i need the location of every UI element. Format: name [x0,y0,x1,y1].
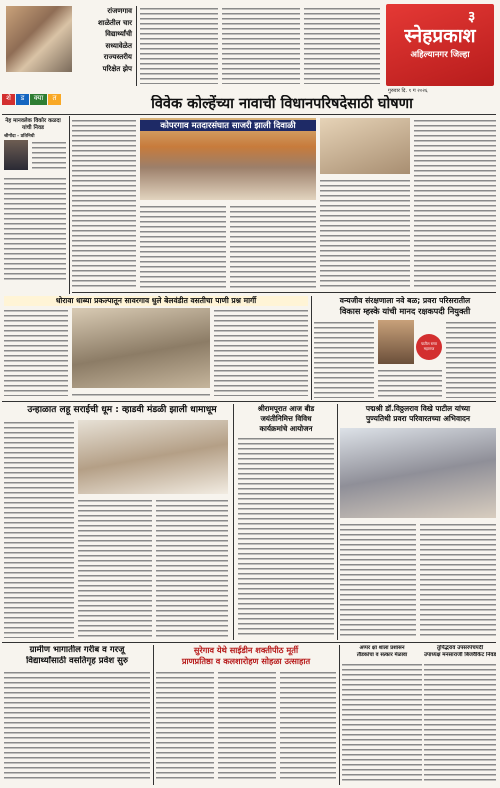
section-tabs [2,94,62,106]
story2-col [4,308,68,396]
story4-col [4,420,74,638]
main-subhead: कोपरगाव मतदारसंघात साजरी झाली दिवाळी [140,120,316,131]
teaser-line: राज्यस्तरीय [103,53,132,61]
story3-badge [416,334,442,360]
main-headline: विवेक कोल्हेंच्या नावाची विधानपरिषदेसाठी घोषणा [151,96,413,112]
story3-photo [378,320,414,364]
story4-col [78,498,152,638]
story3-headline-2: विकास म्हस्के यांची मानद रक्षकपदी नियुक्ती [339,306,471,316]
masthead [0,0,500,95]
masthead-text-col [304,6,380,84]
masthead-text-col [140,6,218,84]
story5-headline-3: कार्यक्रमांचे आयोजन [259,424,313,433]
story10-headline: तुर्पिद्भराव उपसरपंचपदी [437,645,483,651]
story6-photo [340,428,496,518]
masthead-left-photo [6,6,72,72]
main-story-col [140,204,226,290]
logo-number: ३ [468,9,476,25]
story8-headline-2: प्राणप्रतिष्ठा व कलशारोहण सोहळा उत्साहात [181,656,311,666]
story9-col [342,662,422,782]
story7-headline: ग्रामीण भागातील गरीब व गरजू [29,645,125,655]
story10-headline-2: उपाध्यक्ष मनसाराजी बिजवैकिट निवड [424,652,496,658]
portrait-photo [4,140,28,170]
story3-col [378,368,442,398]
story3-headline: वन्यजीव संरक्षणाला नवे बळ; प्रवरा परिसरातील [339,296,471,305]
tab: त [48,94,61,105]
left-column-byline: श्रीगोंदा - प्रतिनिधी [4,134,35,139]
story4-photo [78,420,228,494]
teaser-line: रांजणगाव [107,7,132,15]
story9-headline-2: तौडकांचा व सत्कार मेळावा [356,652,408,658]
story6-headline: पद्मश्री डॉ.विठ्ठलराव विखे पाटील यांच्या [365,404,471,413]
left-column-heading: नेह मानवलेक विकोर कळदा यांची निवड [5,118,61,131]
story6-col [420,522,496,638]
main-story-col [320,178,410,290]
teaser-line: सध्यावेळेत [105,41,132,50]
story5-col [238,436,334,638]
masthead-logo-box [386,4,494,86]
main-story-col [72,118,136,290]
tab: शे [2,94,15,105]
main-story-col [414,118,496,290]
story8-col [280,670,336,782]
story8-col [218,670,276,782]
teaser-line: विद्यार्थ्यांची [105,30,132,38]
story8-col [156,670,214,782]
paper-title: स्नेहप्रकाश [404,25,476,47]
story2-col [72,392,210,398]
tab: क्या [30,94,47,105]
story9-headline: अप्पर क्षा शाला प्रशासन [359,645,405,651]
story3-col [446,320,496,398]
story8-headline: सुरेगाव येथे साईडीन शक्तीपीठ मूर्ती [193,645,299,655]
paper-subtitle: अहिल्यानगर जिल्हा [410,50,470,60]
issue-date: गुरुवार दि. १ ग २०२६ [388,88,428,94]
badge-text: पाटील राणा महाराज [420,341,438,351]
story7-headline-2: विद्यार्थ्यांसाठी वसतिगृह प्रवेश सुरु [26,656,128,666]
story4-col [156,498,228,638]
story6-headline-2: पुण्यतिथी प्रवरा परिवारतच्या अभिवादन [365,414,471,423]
left-column-text [32,140,66,172]
story6-col [340,522,416,638]
main-story-photo-2 [320,118,410,174]
story2-col [214,308,308,396]
story4-headline: उन्हाळात लहू सराईची धूम : व्हाडवी मंडळी झाली धामाधूम [27,405,217,415]
story7-col [4,670,150,782]
masthead-teaser [74,6,132,76]
tab: ड [16,94,29,105]
story3-col [314,320,374,398]
story5-headline: श्रीरामपूरात आज बीड [257,404,315,413]
main-story-col [230,204,316,290]
story2-photo [72,308,210,388]
story10-col [424,662,496,782]
teaser-line: शाळेतील चार [98,18,132,27]
left-column-text [4,176,66,282]
story5-headline-2: जयंतीनिमित्त विविध [260,414,312,423]
teaser-line: परिक्षेत झेप [102,64,132,73]
masthead-text-col [222,6,300,84]
story2-headline: धोरावा धाब्या प्रकल्पातून सावरगाव धुले बेलवंडीत वसतीचा पाणी प्रश्न मार्गी [4,296,308,306]
